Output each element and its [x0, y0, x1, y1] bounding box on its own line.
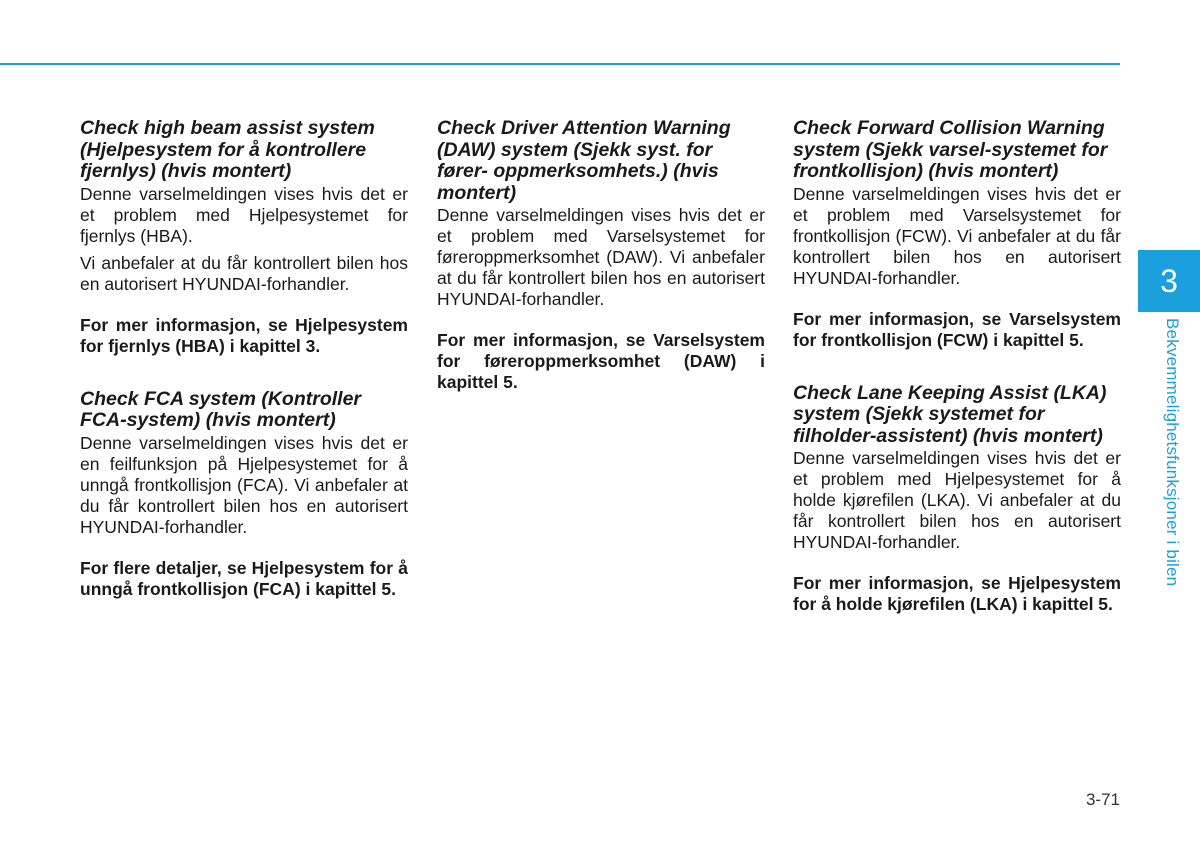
column-3 [793, 118, 1121, 615]
section-heading: Check Lane Keeping Assist (LKA) system (Sjekk systemet for filholder-assistent) (hvis montert) [793, 381, 1107, 447]
section-high-beam-assist [80, 118, 408, 357]
column-2 [437, 118, 765, 393]
page-number: 3-71 [1085, 790, 1120, 809]
section-heading: Check Driver Attention Warning (DAW) system (Sjekk syst. for fører- oppmerksomhets.) (hvis montert) [437, 117, 731, 204]
section-heading: Check high beam assist system (Hjelpesystem for å kontrollere fjernlys) (hvis montert) [80, 117, 375, 182]
section-fca [80, 389, 408, 600]
section-note: For mer informasjon, se Hjelpesystem for fjernlys (HBA) i kapittel 3. [80, 314, 408, 356]
section-fcw [793, 118, 1121, 351]
top-rule [0, 63, 1120, 65]
section-heading: Check FCA system (Kontroller FCA-system) (hvis montert) [80, 387, 362, 431]
section-note: For mer informasjon, se Varselsystem for føreroppmerksomhet (DAW) i kapittel 5. [437, 330, 765, 392]
section-heading: Check Forward Collision Warning system (Sjekk varsel-systemet for frontkollisjon) (hvis montert) [793, 117, 1108, 182]
section-lka [793, 383, 1121, 616]
section-note: For mer informasjon, se Hjelpesystem for å holde kjørefilen (LKA) i kapittel 5. [793, 573, 1121, 614]
section-paragraph: Denne varselmeldingen vises hvis det er et problem med Hjelpesystemet for fjernlys (HBA). [80, 183, 408, 246]
section-daw [437, 118, 765, 393]
section-paragraph: Denne varselmeldingen vises hvis det er en feilfunksjon på Hjelpesystemet for å unngå frontkollisjon (FCA). Vi anbefaler at du får kontrollert bilen hos en autorisert HYUNDAI-forhandler. [80, 432, 408, 537]
section-paragraph: Denne varselmeldingen vises hvis det er et problem med Varselsystemet for frontkollisjon (FCW). Vi anbefaler at du får kontrollert bilen hos en autorisert HYUNDAI-forhandler. [793, 183, 1121, 288]
section-note: For flere detaljer, se Hjelpesystem for å unngå frontkollisjon (FCA) i kapittel 5. [80, 557, 408, 599]
section-note: For mer informasjon, se Varselsystem for frontkollisjon (FCW) i kapittel 5. [793, 308, 1121, 350]
column-1 [80, 118, 408, 600]
section-paragraph: Denne varselmeldingen vises hvis det er et problem med Hjelpesystemet for å holde kjørefilen (LKA). Vi anbefaler at du får kontrollert bilen hos en autorisert HYUNDAI-forhandler. [793, 448, 1121, 552]
chapter-number-tab: 3 [1138, 250, 1200, 312]
chapter-title: Bekvemmelighetsfunksjoner i bilen [1163, 318, 1182, 587]
section-paragraph: Denne varselmeldingen vises hvis det er et problem med Varselsystemet for føreroppmerksomhet (DAW). Vi anbefaler at du får kontrollert bilen hos en autorisert HYUNDAI-forhandler. [437, 205, 765, 309]
section-paragraph: Vi anbefaler at du får kontrollert bilen hos en autorisert HYUNDAI-forhandler. [80, 252, 408, 294]
